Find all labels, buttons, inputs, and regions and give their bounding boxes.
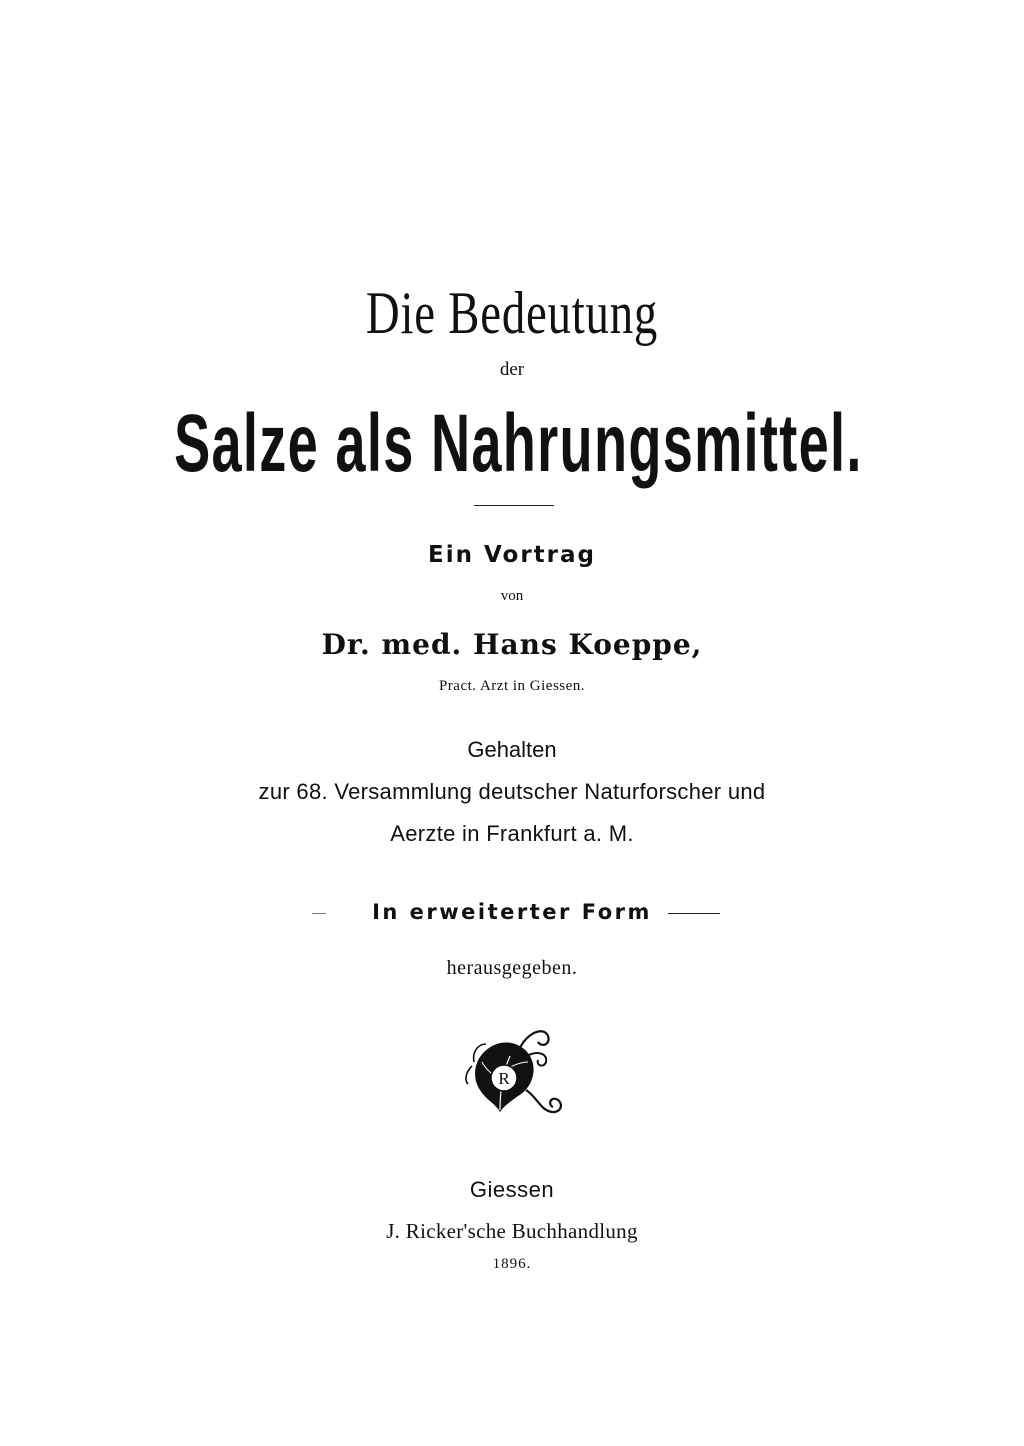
title-divider: [474, 505, 554, 506]
edition-line-1: In erweiterter Form: [372, 900, 652, 924]
imprint-year: 1896.: [492, 1256, 532, 1272]
edition-dash-right: [668, 913, 720, 914]
occasion-line-1: Gehalten: [467, 737, 557, 762]
occasion-line-3: Aerzte in Frankfurt a. M.: [390, 821, 634, 846]
author-prefix: von: [500, 588, 524, 604]
title-line-1: Die Bedeutung: [365, 280, 659, 346]
imprint-publisher: J. Ricker'sche Buchhandlung: [386, 1219, 638, 1243]
title-connector: der: [499, 359, 525, 380]
title-line-2: Salze als Nahrungsmittel.: [174, 398, 863, 489]
imprint-city: Giessen: [469, 1177, 555, 1202]
logo-letter: R: [498, 1069, 510, 1088]
edition-line-2: herausgegeben.: [446, 957, 578, 979]
subtitle: Ein Vortrag: [428, 542, 596, 568]
publisher-leaf-monogram-icon: [460, 1022, 570, 1118]
author-affiliation: Pract. Arzt in Giessen.: [438, 678, 586, 694]
occasion-line-2: zur 68. Versammlung deutscher Naturforscher und: [258, 779, 766, 804]
author-name: Dr. med. Hans Koeppe,: [321, 628, 703, 661]
